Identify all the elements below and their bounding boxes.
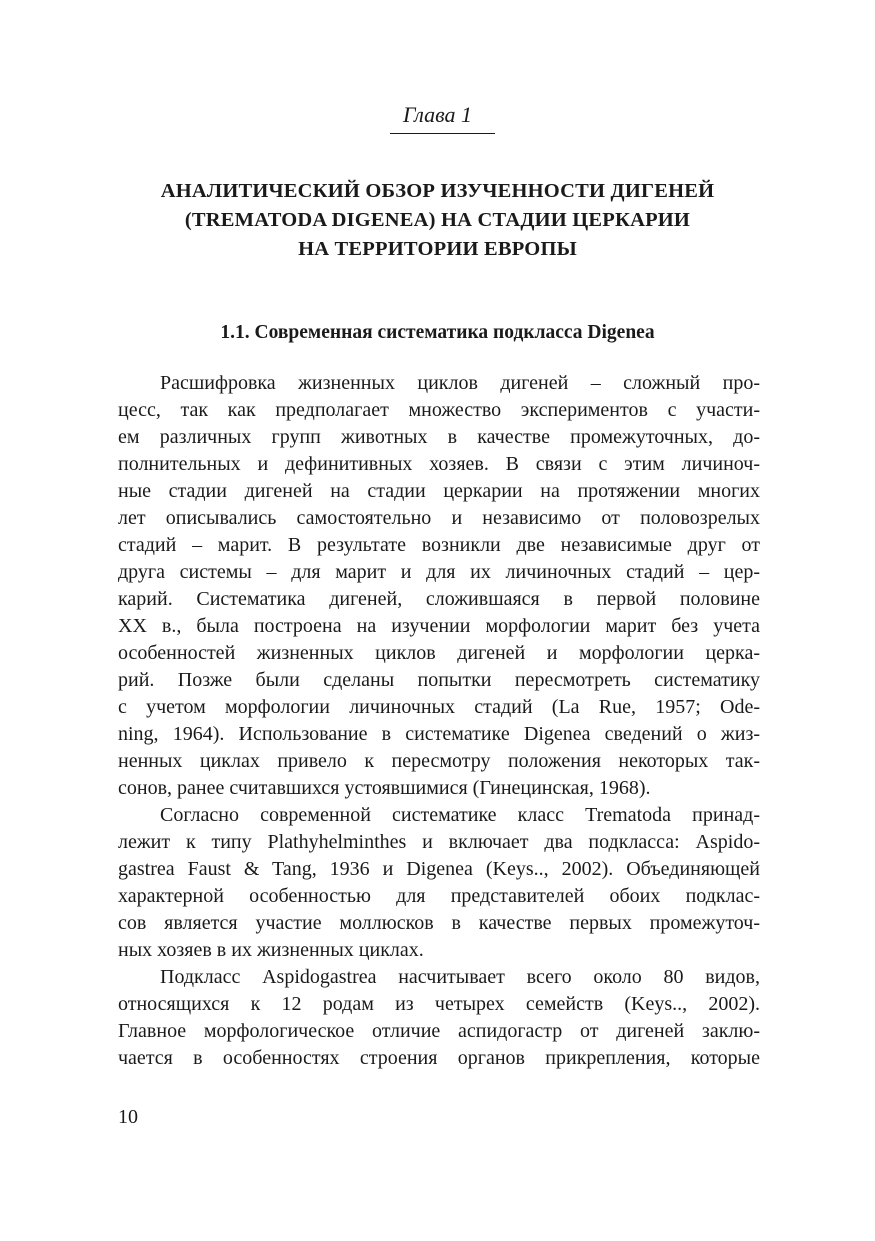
- text-line: ные стадии дигеней на стадии церкарии на протяжении многих: [118, 480, 760, 502]
- chapter-title-line: НА ТЕРРИТОРИИ ЕВРОПЫ: [298, 238, 577, 260]
- text-line: ненных циклах привело к пересмотру положения некоторых так-: [118, 750, 760, 772]
- text-line: Согласно современной систематике класс Trematoda принад-: [160, 804, 760, 826]
- chapter-title-line: АНАЛИТИЧЕСКИЙ ОБЗОР ИЗУЧЕННОСТИ ДИГЕНЕЙ: [160, 180, 715, 202]
- text-line: цесс, так как предполагает множество экспериментов с участи-: [118, 399, 760, 421]
- text-line: ем различных групп животных в качестве промежуточных, до-: [118, 426, 760, 448]
- text-line: сов является участие моллюсков в качестве первых промежуточ-: [118, 912, 760, 934]
- text-line: XX в., была построена на изучении морфологии марит без учета: [118, 615, 760, 637]
- text-line: карий. Систематика дигеней, сложившаяся в первой половине: [118, 588, 760, 610]
- text-line: сонов, ранее считавшихся устоявшимися (Гинецинская, 1968).: [118, 777, 651, 799]
- text-line: Главное морфологическое отличие аспидогастр от дигеней заклю-: [118, 1020, 760, 1042]
- text-line: рий. Позже были сделаны попытки пересмотреть систематику: [118, 669, 760, 691]
- chapter-label: Глава 1: [402, 102, 473, 127]
- text-line: gastrea Faust & Tang, 1936 и Digenea (Keys.., 2002). Объединяющей: [118, 858, 760, 880]
- text-line: относящихся к 12 родам из четырех семейств (Keys.., 2002).: [118, 993, 760, 1015]
- text-line: полнительных и дефинитивных хозяев. В связи с этим личиноч-: [118, 453, 760, 475]
- text-line: характерной особенностью для представителей обоих подклас-: [118, 885, 760, 907]
- text-line: Подкласс Aspidogastrea насчитывает всего около 80 видов,: [160, 966, 760, 988]
- text-line: стадий – марит. В результате возникли две независимые друг от: [118, 534, 760, 556]
- chapter-title-line: (TREMATODA DIGENEA) НА СТАДИИ ЦЕРКАРИИ: [184, 209, 691, 231]
- page-number: 10: [118, 1106, 138, 1128]
- chapter-title: [100, 177, 775, 264]
- section-heading: 1.1. Современная систематика подкласса Digenea: [220, 322, 655, 343]
- text-line: друга системы – для марит и для их личиночных стадий – цер-: [118, 561, 760, 583]
- text-line: особенностей жизненных циклов дигеней и морфологии церка-: [118, 642, 760, 664]
- text-line: ning, 1964). Использование в систематике Digenea сведений о жиз-: [118, 723, 760, 745]
- text-line: с учетом морфологии личиночных стадий (La Rue, 1957; Ode-: [118, 696, 760, 718]
- chapter-underline: [390, 133, 495, 134]
- text-line: чается в особенностях строения органов прикрепления, которые: [118, 1047, 760, 1069]
- text-line: лет описывались самостоятельно и независимо от половозрелых: [118, 507, 760, 529]
- text-line: ных хозяев в их жизненных циклах.: [118, 939, 424, 961]
- text-line: лежит к типу Plathyhelminthes и включает два подкласса: Aspido-: [118, 831, 760, 853]
- text-line: Расшифровка жизненных циклов дигеней – сложный про-: [160, 372, 760, 394]
